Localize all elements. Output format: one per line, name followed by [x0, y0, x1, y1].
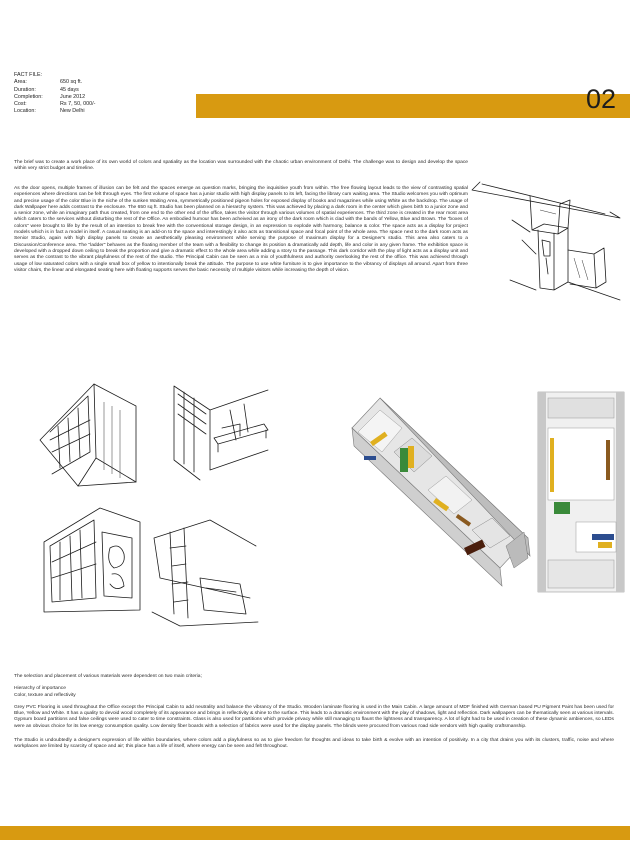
materials-section	[14, 674, 614, 751]
header-accent-band	[196, 94, 630, 118]
materials-text: Grey PVC Flooring is used throughout the Office except the Principal Cabin to add neutrality and balance the vibrancy of the Studio. Wooden laminate flooring is used in the Main Cabin. A large amount of MDF finished with German based PU Pigment Paint has been used for Blue, Yellow and White. It has a quality to devoid wood completely of its appearance and brings in reflectivity & shine to the surface. This leads to a dramatic environment with the play of shadows, light and reflection. Dark wallpapers can be thematically seen at various intervals. Gypsum board partitions and false ceilings were used to cater to time constraints. Glass is also used for partitions which provide privacy while still managing to flaunt the lightness and transparency. A lot of light had to be used in creation of these dynamic ambiences, so LEDs were an obvious choice for its low energy consumption quality. Low density fiber boards with a selection of fabrics were used for the display panels. The blinds were procured from various road side vendors with high quality craftsmanship.	[14, 704, 614, 729]
shelf-room-sketch	[38, 382, 148, 492]
fact-label: Area:	[14, 79, 27, 86]
fact-value: Rs 7, 50, 000/-	[60, 101, 96, 108]
conclusion-text: The Studio is undoubtedly a designer's expression of life within boundaries, where colors add a playfulness so as to give freedom for thoughts and ideas to take birth & evolve with an intention of positivity. In a city that drains you with its clusters, traffic, noise and where workplaces are limited by scarcity of space and air; this place has a life of itself, where energy can be seen and felt throughout.	[14, 738, 614, 750]
fact-file	[14, 72, 95, 116]
intro-text: The brief was to create a work place of its own world of colors and spatiality as the location was surrounded with the chaotic urban environment of Delhi. The challenge was to design and develop the space within very strict budget and timeline.	[14, 160, 468, 172]
fact-label: Duration:	[14, 86, 36, 93]
fact-value: 45 days	[60, 86, 79, 93]
fact-row	[14, 101, 95, 108]
display-wall-sketch	[40, 502, 150, 622]
fact-label: Location:	[14, 108, 36, 115]
ceiling-sketch	[470, 170, 625, 320]
criterion-item: Hierarchy of importance	[14, 686, 66, 692]
intro-paragraph	[14, 160, 468, 173]
fact-value: New Delhi	[60, 108, 85, 115]
seating-corridor-sketch	[170, 380, 275, 490]
fact-row	[14, 79, 95, 86]
materials-intro: The selection and placement of various materials were dependent on two main criteria;	[14, 674, 202, 679]
fact-row	[14, 94, 95, 101]
plan-view-model	[532, 392, 626, 592]
fact-row	[14, 108, 95, 115]
description-paragraph	[14, 186, 468, 274]
fact-value: 650 sq ft.	[60, 79, 83, 86]
fact-row	[14, 87, 95, 94]
axonometric-model	[332, 398, 530, 588]
project-number: 02	[586, 84, 617, 114]
fact-value: June 2012	[60, 93, 86, 100]
ladder-studio-sketch	[150, 518, 260, 630]
footer-accent-band	[0, 826, 630, 840]
criterion-item: Color, texture and reflectivity	[14, 692, 76, 698]
fact-label: Completion:	[14, 93, 43, 100]
fact-file-title: FACT FILE:	[14, 72, 43, 78]
description-text: As the door opens, multiple frames of illusion can be felt and the spaces emerge as question marks, bringing the inquisitive youth from within. The free flowing layout leads to the view of contrasting spatial experiences where directions can be felt through eyes. The first volume of space has a junior studio with high display panels to its left, facing the library cum waiting area. The Studio welcomes you with optimum and precise usage of the color Blue in the niche of the sunken Waiting Area, symmetrically positioned pigeon holes for exposed display of books and magazines while using White as the backdrop. The usage of dark Wallpaper here adds contrast to the enclosure. The 650 sq ft. Studio has been planned on a hierarchy system. This was achieved by placing a dark room in the center which gives birth to a junior zone and a senior zone, while an imaginary path thus created, from one end to the other end of the office, takes the visitor through various volumes of spatial experiences. The third zone is created in the rear most area which caters to the services without disturbing the rest of the Office. An embodied humour has been acheived as an irony of the dark room which is clad with the bands of Yellow, Blue and Brown. The "boxes of colors" were brought to life by the result of an intention to break free with the conventional storage design, in an expression to explode with harmony, balance & color. The space acts as a display for project models which is in fact a model in itself. A casual seating is an add-on to the space and interestingly it also acts as transitional space and focal point of the whole area. The space next to the dark room acts as Senior Studio, again with high display panels to create an aesthetically pleasing environment while serving the purpose of maximum display for a Designer's studio. This area also caters to a Discussion/Conference area. The "ladder" behaves as the floating member of the team with a flexibility to change its position & dramatically add depth, life and color in any given frame. The exhibition space is developed with a dropped down ceiling to break the proportion and give a dramatic effect to the whole area while adding a story to the passage. This dark corridor with the play of light acts as a display unit and serves as the contrast to the vibrant playfulness of the rest of the studio. The Principal Cabin can be seen as a mix of youthfulness and authority overlooking the rest of the office. This was achieved through usage of low saturated colors with a single small box of yellow to intentionally break the attitude. The purpose to use white furniture is to give importance to the vibrancy of displays all around. Apart from three visitor chairs, the linear and elongated seating here with floating supports serves the basic necessity of multiple visitors while increasing the depth of vision.	[14, 186, 468, 273]
fact-label: Cost:	[14, 101, 27, 108]
